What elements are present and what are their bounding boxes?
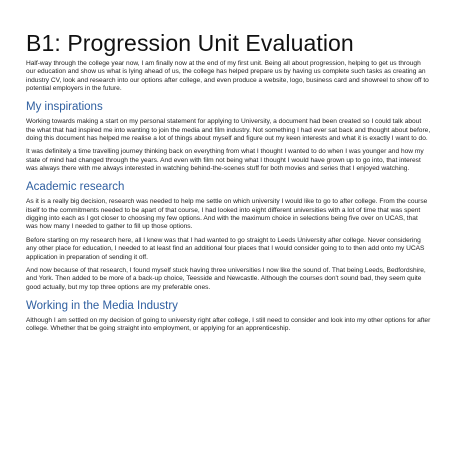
section-heading: Working in the Media Industry [26, 299, 178, 312]
intro-paragraph: Half-way through the college year now, I am finally now at the end of my first unit. Being all about progression, helping to get us through our education and show us what is lying ahead of us, the college has helped prepare us by having us complete such tasks as creating an industry CV, look and research into our options after college, and even produce a website, logo, business card and showreel to show off to potential employers in the future. [26, 60, 429, 93]
section-paragraph: And now because of that research, I found myself stuck having three universities I now like the sound of. That being Leeds, Bedfordshire, and York. Then added to be more of a back-up choice, Teesside and Newcastle. Although the courses don't sound bad, they seem quite good actually, but my top three options are my preferable ones. [26, 266, 426, 291]
section-paragraph: Before starting on my research here, all I knew was that I had wanted to go straight to Leeds University after college. Never considering any other place for education, I needed to at least find an additional four places that I would consider going to to then add onto my UCAS application in preparation of sending it off. [26, 236, 425, 261]
section-academic-research [26, 180, 431, 291]
section-paragraph: As it is a really big decision, research was needed to help me settle on which university I would like to go to after college. From the course itself to the commitments needed to be apart of that course, I had looked into eight different universities with a lot of time that was spent digging into each as I got closer to choosing my few options. And with the maximum choice in selections being five over on UCAS, that was how many I needed to gather to fill up those options. [26, 198, 428, 231]
section-heading: Academic research [26, 181, 125, 194]
section-paragraph: Although I am settled on my decision of going to university right after college, I still need to consider and look into my other options for after college. Whether that be going straight into employment, or applying for an apprenticeship. [26, 316, 431, 333]
section-working-in-media-industry [26, 299, 431, 334]
section-my-inspirations [26, 100, 431, 173]
section-heading: My inspirations [26, 101, 103, 114]
section-paragraph: Working towards making a start on my personal statement for applying to University, a document had been created so I could talk about the what that had inspired me into wanting to join the media and film industry. Not something I had ever sat back and thought about before, doing this document has helped me realise a lot of things about myself and figure out my keen interests and what it is exactly I want to do. [26, 118, 431, 143]
document-title: B1: Progression Unit Evaluation [26, 30, 354, 56]
section-paragraph: It was definitely a time travelling journey thinking back on everything from what I thought I wanted to do when I was younger and how my state of mind had changed through the years. And even with film not being what I thought I would have grown up to go into, that interest was always there with me always interested in watching behind-the-scenes stuff for both movies and series that I enjoyed watching. [26, 148, 424, 173]
document-page [26, 30, 431, 339]
